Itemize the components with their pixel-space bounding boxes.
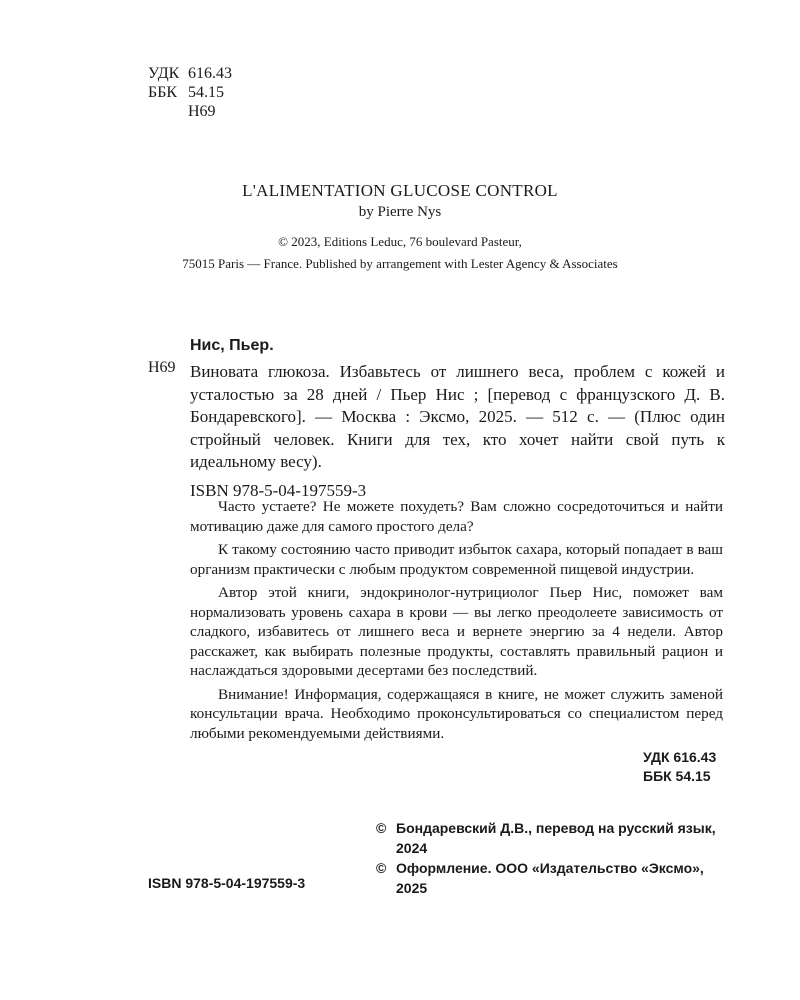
- annotation-paragraph: К такому состоянию часто приводит избыток сахара, который попадает в ваш организм практически с любым продуктом современной пищевой индустрии.: [190, 541, 723, 578]
- author-mark-left: Н69: [148, 359, 176, 376]
- author-heading: Нис, Пьер.: [190, 337, 274, 354]
- copyright-item: [376, 818, 736, 858]
- copyright-symbol: ©: [376, 820, 387, 836]
- top-classification-codes: [148, 64, 232, 121]
- udk-label: УДК: [148, 65, 180, 82]
- author-mark-top: Н69: [188, 103, 216, 120]
- bbk-right: ББК 54.15: [643, 768, 711, 784]
- original-copyright-line-2: 75015 Paris — France. Published by arrangement with Lester Agency & Associates: [182, 256, 618, 271]
- original-edition-block: [0, 180, 800, 274]
- isbn-bottom: ISBN 978-5-04-197559-3: [148, 875, 306, 891]
- bibliographic-description: Виновата глюкоза. Избавьтесь от лишнего веса, проблем с кожей и усталостью за 28 дней / Пьер Нис ; [перевод с французского Д. В. Бондаревского]. — Москва : Эксмо, 2025. — 512 с. — (Плюс один стройный человек. Книги для тех, кто хочет найти свой путь к идеальному весу).: [190, 362, 725, 471]
- copyright-symbol: ©: [376, 860, 387, 876]
- copyright-block: [376, 818, 736, 898]
- copyright-text: Бондаревский Д.В., перевод на русский язык, 2024: [396, 820, 716, 856]
- original-copyright-line-1: © 2023, Editions Leduc, 76 boulevard Pasteur,: [278, 234, 522, 249]
- copyright-item: [376, 858, 736, 898]
- bbk-value: 54.15: [188, 84, 224, 101]
- annotation-paragraph: Автор этой книги, эндокринолог-нутрициолог Пьер Нис, поможет вам нормализовать уровень сахара в крови — вы легко преодолеете зависимость от сладкого, избавитесь от лишнего веса и вернете энергию за 4 недели. Автор расскажет, как выбирать полезные продукты, составлять правильный рацион и наслаждаться здоровыми десертами без последствий.: [190, 584, 723, 679]
- udk-value: 616.43: [188, 65, 232, 82]
- bibliographic-record: [190, 336, 725, 502]
- isbn-line: ISBN 978-5-04-197559-3: [190, 480, 367, 500]
- annotation-paragraph: Часто устаете? Не можете похудеть? Вам сложно сосредоточиться и найти мотивацию даже для самого простого дела?: [190, 498, 723, 535]
- udk-right: УДК 616.43: [643, 749, 717, 765]
- classification-right: [643, 748, 716, 786]
- udk-row: [148, 64, 232, 83]
- annotation-paragraph: Внимание! Информация, содержащаяся в книге, не может служить заменой консультации врача. Необходимо проконсультироваться со специалистом перед любыми рекомендуемыми действиями.: [190, 685, 723, 742]
- original-author: by Pierre Nys: [358, 204, 442, 220]
- bbk-label: ББК: [148, 84, 178, 101]
- copyright-text: Оформление. ООО «Издательство «Эксмо», 2025: [396, 860, 704, 896]
- original-title: L'ALIMENTATION GLUCOSE CONTROL: [242, 181, 558, 200]
- bbk-row: [148, 83, 232, 102]
- annotation: [190, 497, 723, 747]
